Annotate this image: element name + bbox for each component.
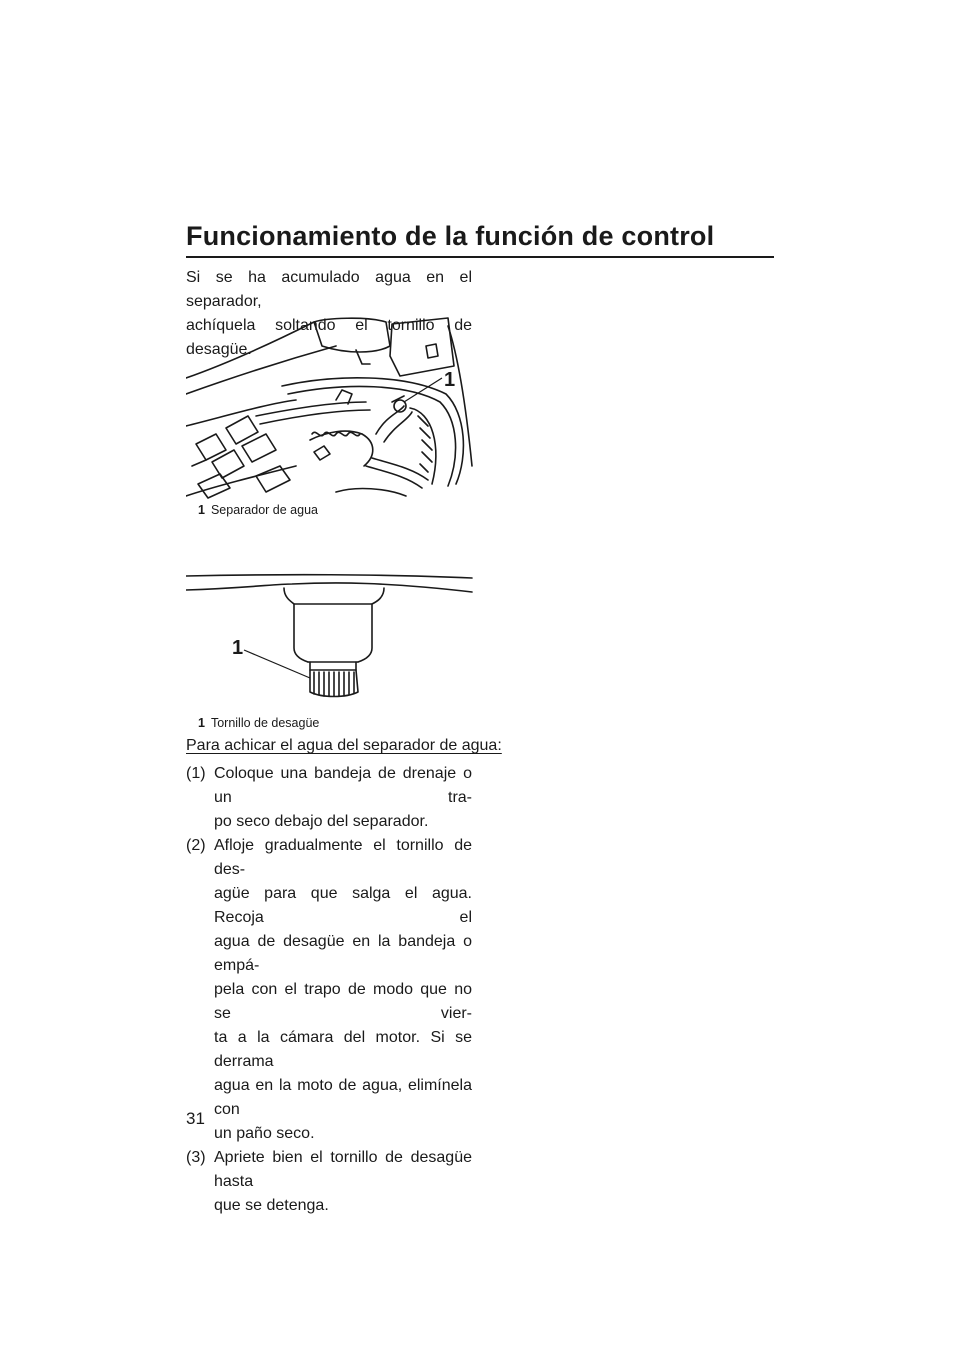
step-line: ta a la cámara del motor. Si se derrama xyxy=(214,1029,472,1070)
step-number: (1) xyxy=(186,765,206,782)
engine-compartment-illustration xyxy=(186,316,476,502)
procedure-steps xyxy=(186,762,472,1218)
step-line: agua en la moto de agua, elimínela con xyxy=(214,1077,472,1118)
step-line: Apriete bien el tornillo de desagüe hasta xyxy=(214,1149,472,1190)
step-line: Afloje gradualmente el tornillo de des- xyxy=(214,837,472,878)
step-line: un paño seco. xyxy=(214,1125,315,1142)
intro-line: achíquela soltando el tornillo de desagüe. xyxy=(186,317,472,358)
figure2-callout: 1 xyxy=(232,637,244,659)
caption-number: 1 xyxy=(198,716,205,730)
figure-drain-screw xyxy=(186,568,476,698)
caption-text: Separador de agua xyxy=(210,503,318,517)
figure2-caption xyxy=(198,716,319,730)
page-number: 31 xyxy=(186,1109,205,1128)
procedure-step xyxy=(186,1146,472,1218)
caption-text: Tornillo de desagüe xyxy=(210,716,320,730)
step-line: Coloque una bandeja de drenaje o un tra- xyxy=(214,765,472,806)
caption-number: 1 xyxy=(198,503,205,517)
step-line: agüe para que salga el agua. Recoja el xyxy=(214,885,472,926)
procedure-step xyxy=(186,762,472,834)
step-number: (2) xyxy=(186,837,206,854)
procedure-heading: Para achicar el agua del separador de agua: xyxy=(186,737,502,754)
title-divider xyxy=(186,256,774,258)
step-line: po seco debajo del separador. xyxy=(214,813,429,830)
figure1-callout: 1 xyxy=(444,369,456,391)
page-title: Funcionamiento de la función de control xyxy=(186,221,715,251)
step-line: pela con el trapo de modo que no se vier- xyxy=(214,981,472,1022)
step-line: que se detenga. xyxy=(214,1197,329,1214)
intro-line: Si se ha acumulado agua en el separador, xyxy=(186,269,472,310)
step-number: (3) xyxy=(186,1149,206,1166)
drain-screw-illustration xyxy=(186,568,476,698)
step-line: agua de desagüe en la bandeja o empá- xyxy=(214,933,472,974)
figure1-caption xyxy=(198,503,318,517)
procedure-step xyxy=(186,834,472,1146)
figure-water-separator xyxy=(186,316,476,502)
